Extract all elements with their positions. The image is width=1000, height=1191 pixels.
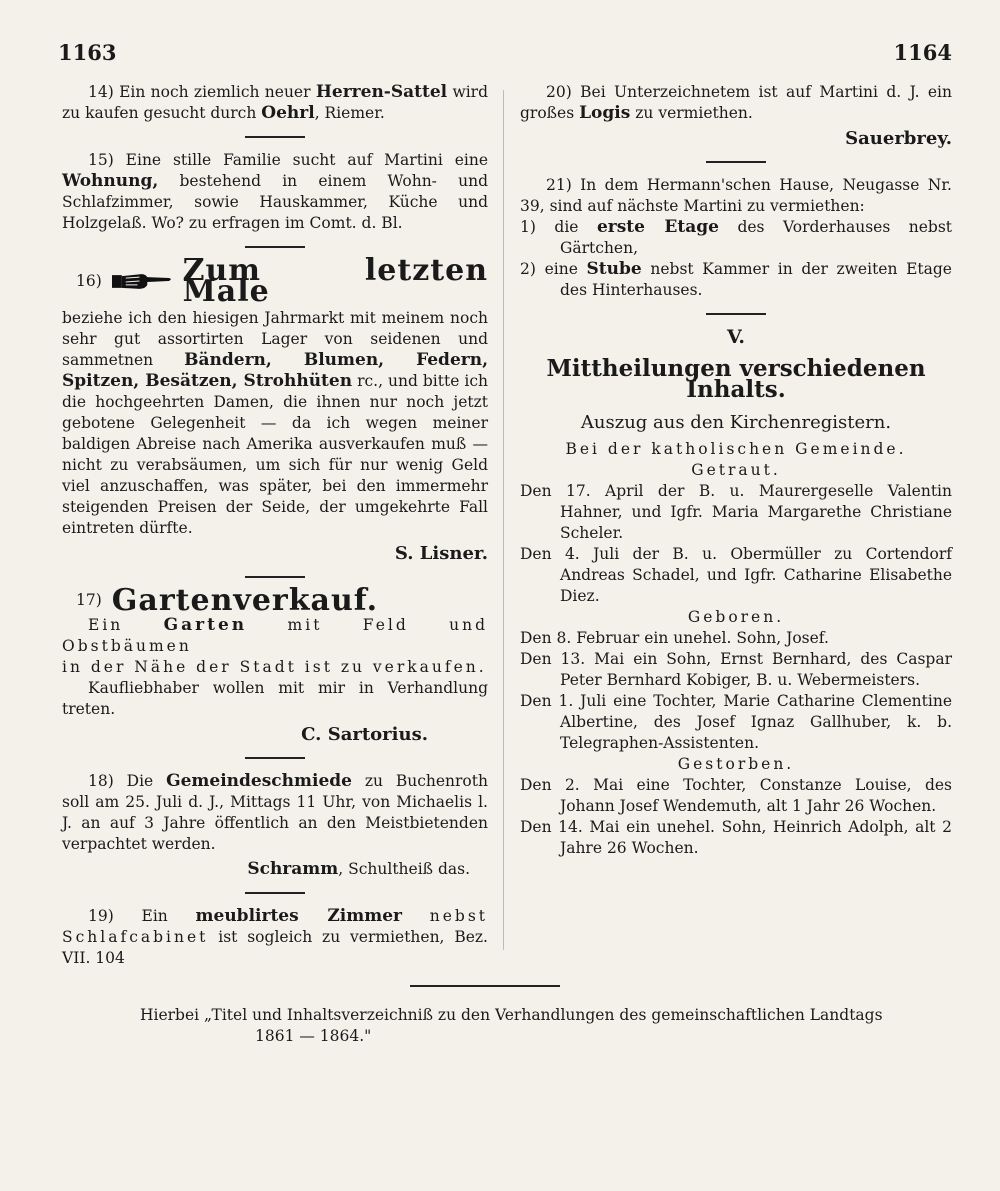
list-number: 1) [520, 218, 536, 236]
category-heading: Geboren. [687, 608, 785, 626]
ad-text: eine [544, 260, 578, 278]
ad-number: 19) [88, 907, 114, 925]
ad-text: die [554, 218, 579, 236]
pointing-hand-icon [112, 270, 173, 292]
ad-keyword: meublirtes Zimmer [195, 906, 403, 926]
ad-text: des Vorderhauses nebst Gärtchen, [560, 218, 953, 257]
category-heading: Gestorben. [677, 755, 795, 773]
ad-text: mit Feld und Obstbäumen [62, 616, 488, 655]
register-entry: Den 2. Mai eine Tochter, Constanze Louise, des Johann Josef Wendemuth, alt 1 Jahr 26 Wochen. [520, 776, 952, 815]
ad-keyword: Stube [586, 259, 642, 279]
ad-heading-row [62, 253, 488, 309]
ad-number: 18) [88, 772, 114, 790]
page-number-right: 1164 [893, 40, 952, 65]
ad-signature: Schramm [247, 859, 339, 879]
ad-text: Ein [141, 907, 168, 925]
register-entry: Den 4. Juli der B. u. Obermüller zu Cortendorf Andreas Schadel, und Igfr. Catharine Elisabethe Diez. [520, 545, 952, 605]
section-heading: Mittheilungen verschiedenen Inhalts. [546, 355, 926, 403]
ad-text: Kaufliebhaber wollen mit mir in Verhandlung treten. [62, 679, 488, 718]
ad-signature: S. Lisner. [394, 543, 488, 564]
separator-rule [245, 246, 305, 248]
register-entry: Den 8. Februar ein unehel. Sohn, Josef. [520, 629, 829, 647]
footer-note [140, 1005, 950, 1047]
separator-rule [245, 136, 305, 138]
ad-text: ist sogleich zu vermiethen, Bez. VII. 104 [62, 928, 488, 967]
list-item [520, 259, 952, 301]
register-heading: Auszug aus den Kirchenregistern. [580, 412, 892, 433]
ad-number: 21) [546, 176, 572, 194]
ad-text: bestehend in einem Wohn- und Schlafzimmer, sowie Hauskammer, Küche und Holzgelaß. Wo? zu erfragen im Comt. d. Bl. [62, 172, 488, 232]
left-column [62, 82, 488, 979]
footer-line: Hierbei „Titel und Inhaltsverzeichniß zu den Verhandlungen des gemeinschaftlichen Landtags [140, 1006, 883, 1024]
ad-text: Ein [88, 616, 124, 634]
ad-15 [62, 150, 488, 234]
separator-rule [245, 757, 305, 759]
ad-heading-row [62, 583, 488, 618]
separator-rule [245, 892, 305, 894]
ad-text: Die [126, 772, 154, 790]
register-entry: Den 13. Mai ein Sohn, Ernst Bernhard, des Caspar Peter Bernhard Kobiger, B. u. Webermeisters. [520, 650, 952, 689]
ad-text: in der Nähe der Stadt ist zu verkaufen. [62, 658, 487, 676]
separator-rule [706, 313, 766, 315]
ad-text: zu Buchenroth soll am 25. Juli d. J., Mittags 11 Uhr, von Michaelis l. J. an auf 3 Jahre öffentlich an den Meistbietenden verpachtet werden. [62, 772, 488, 853]
ad-14 [62, 82, 488, 124]
ad-text: , Riemer. [314, 104, 385, 122]
ad-text: wird zu kaufen gesucht durch [62, 83, 489, 122]
ad-text: rc., und bitte ich die hochgeehrten Damen, die ihnen nur noch jetzt gebotene Gelegenheit — da ich wegen meiner baldigen Abreise nach Amerika ausverkaufen muß — nicht zu verabsäumen, um sich für nur wenig Geld viel anzuschaffen, was später, bei den immermehr steigenden Preisen der Seide, der umgekehrte Fall eintreten dürfte. [62, 372, 488, 537]
ad-keyword: Gemeindeschmiede [166, 771, 352, 791]
ad-keyword: Oehrl [261, 103, 315, 123]
ad-19 [62, 906, 488, 969]
right-column [520, 82, 952, 859]
ad-16 [62, 253, 488, 564]
parish-heading: Bei der katholischen Gemeinde. [565, 440, 907, 458]
register-entry: Den 1. Juli eine Tochter, Marie Catharine Clementine Albertine, des Josef Ignaz Gallhuber, k. b. Telegraphen-Assistenten. [520, 692, 952, 752]
ad-text: In dem Hermann'schen Hause, Neugasse Nr. 39, sind auf nächste Martini zu vermiethen: [520, 176, 952, 215]
footer-line: 1861 — 1864." [255, 1027, 372, 1045]
section-number: V. [726, 326, 746, 348]
list-number: 2) [520, 260, 536, 278]
ad-number: 15) [88, 151, 114, 169]
ad-text: Bei Unterzeichnetem ist auf Martini d. J. ein großes [520, 83, 952, 122]
register-entry: Den 14. Mai ein unehel. Sohn, Heinrich Adolph, alt 2 Jahre 26 Wochen. [520, 818, 952, 857]
ad-17 [62, 583, 488, 745]
ad-text: zu vermiethen. [635, 104, 753, 122]
category-heading: Getraut. [691, 461, 781, 479]
footer-rule [410, 985, 560, 987]
separator-rule [245, 576, 305, 578]
ad-keyword: Garten [163, 615, 248, 635]
separator-rule [706, 161, 766, 163]
ad-number: 20) [546, 83, 572, 101]
ad-keyword: Herren-Sattel [315, 82, 448, 102]
ad-heading: Zum letzten Male [182, 253, 488, 309]
ad-signature-rest: , Schultheiß das. [338, 860, 470, 878]
ad-signature: Sauerbrey. [845, 128, 952, 149]
ad-keyword: Wohnung, [62, 171, 159, 191]
ad-21 [520, 175, 952, 301]
ad-text: nebst Kammer in der zweiten Etage des Hinterhauses. [560, 260, 952, 299]
register-entry: Den 17. April der B. u. Maurergeselle Valentin Hahner, und Igfr. Maria Margarethe Christiane Scheler. [520, 482, 952, 542]
ad-18 [62, 771, 488, 880]
ad-text: Eine stille Familie sucht auf Martini eine [125, 151, 488, 169]
ad-heading: Gartenverkauf. [111, 583, 379, 618]
page-number-left: 1163 [58, 40, 117, 65]
ad-keyword: erste Etage [596, 217, 719, 237]
ad-number: 16) [76, 271, 102, 290]
ad-keyword: Bändern, Blumen, Federn, Spitzen, Besätzen, Strohhüten [62, 350, 488, 391]
ad-text: nebst Schlafcabinet [62, 907, 489, 946]
ad-keyword: Logis [579, 103, 631, 123]
ad-signature: C. Sartorius. [301, 724, 428, 745]
column-divider [503, 90, 504, 950]
ad-number: 17) [76, 591, 102, 609]
ad-number: 14) [88, 83, 114, 101]
ad-text: beziehe ich den hiesigen Jahrmarkt mit meinem noch sehr gut assortirten Lager von seidenen und sammetnen [62, 309, 488, 369]
ad-text: Ein noch ziemlich neuer [119, 83, 311, 101]
ad-20 [520, 82, 952, 149]
list-item [520, 217, 952, 259]
